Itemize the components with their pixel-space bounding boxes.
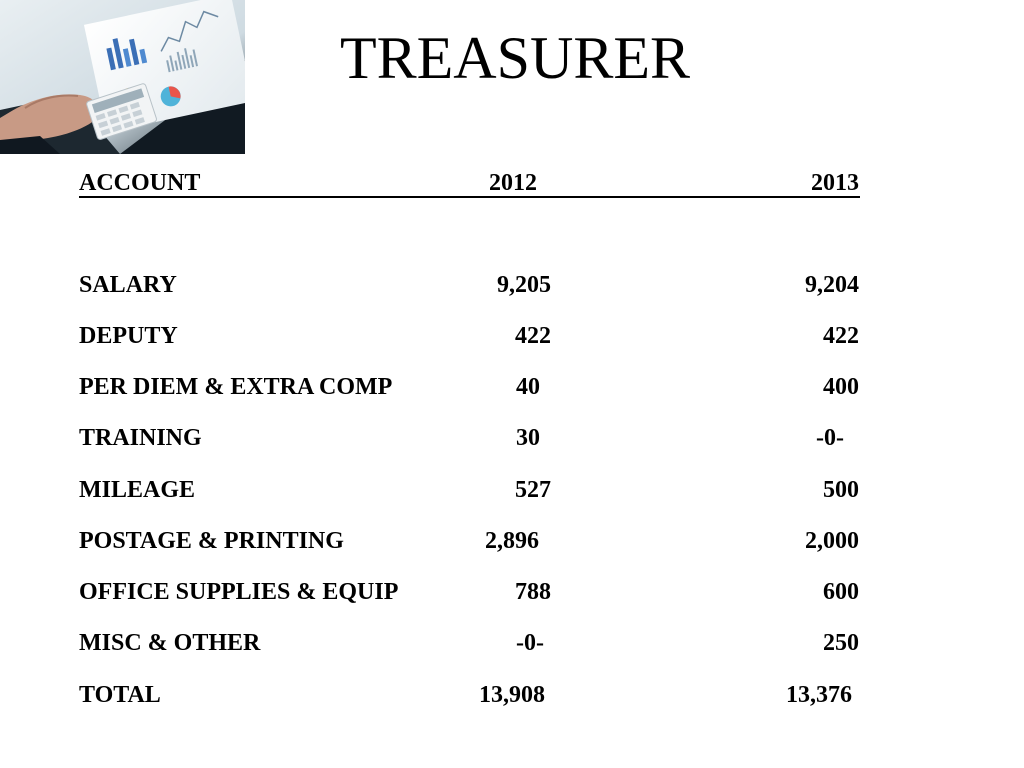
value-2013: 600 [823,579,859,605]
value-2013: -0- [816,425,844,451]
value-2012: 422 [515,323,551,349]
table-header-row [79,168,869,198]
table-row [79,475,869,505]
value-2013: 250 [823,630,859,656]
value-2013: 400 [823,374,859,400]
value-2012: 527 [515,477,551,503]
value-2012: -0- [516,630,544,656]
value-2012: 13,908 [479,682,545,708]
value-2013: 13,376 [786,682,852,708]
account-label: TRAINING [79,425,202,451]
account-label: SALARY [79,272,177,298]
account-label: MISC & OTHER [79,630,261,656]
value-2013: 422 [823,323,859,349]
account-label: OFFICE SUPPLIES & EQUIP [79,579,399,605]
account-label: MILEAGE [79,477,196,503]
table-row [79,321,869,351]
column-header-2013: 2013 [811,170,859,196]
account-label: PER DIEM & EXTRA COMP [79,374,393,400]
value-2012: 30 [516,425,540,451]
value-2012: 788 [515,579,551,605]
column-header-2012: 2012 [489,170,537,196]
value-2013: 2,000 [805,528,859,554]
value-2013: 9,204 [805,272,859,298]
table-row [79,628,869,658]
slide-title: TREASURER [339,25,691,91]
column-header-account: ACCOUNT [79,170,201,196]
table-row [79,577,869,607]
value-2012: 2,896 [485,528,539,554]
table-row [79,270,869,300]
value-2012: 9,205 [497,272,551,298]
value-2012: 40 [516,374,540,400]
account-label: POSTAGE & PRINTING [79,528,344,554]
table-row-total [79,680,869,710]
table-row [79,372,869,402]
table-row [79,423,869,453]
header-underline [79,196,860,198]
table-row [79,526,869,556]
value-2013: 500 [823,477,859,503]
account-label: DEPUTY [79,323,178,349]
account-label: TOTAL [79,682,161,708]
